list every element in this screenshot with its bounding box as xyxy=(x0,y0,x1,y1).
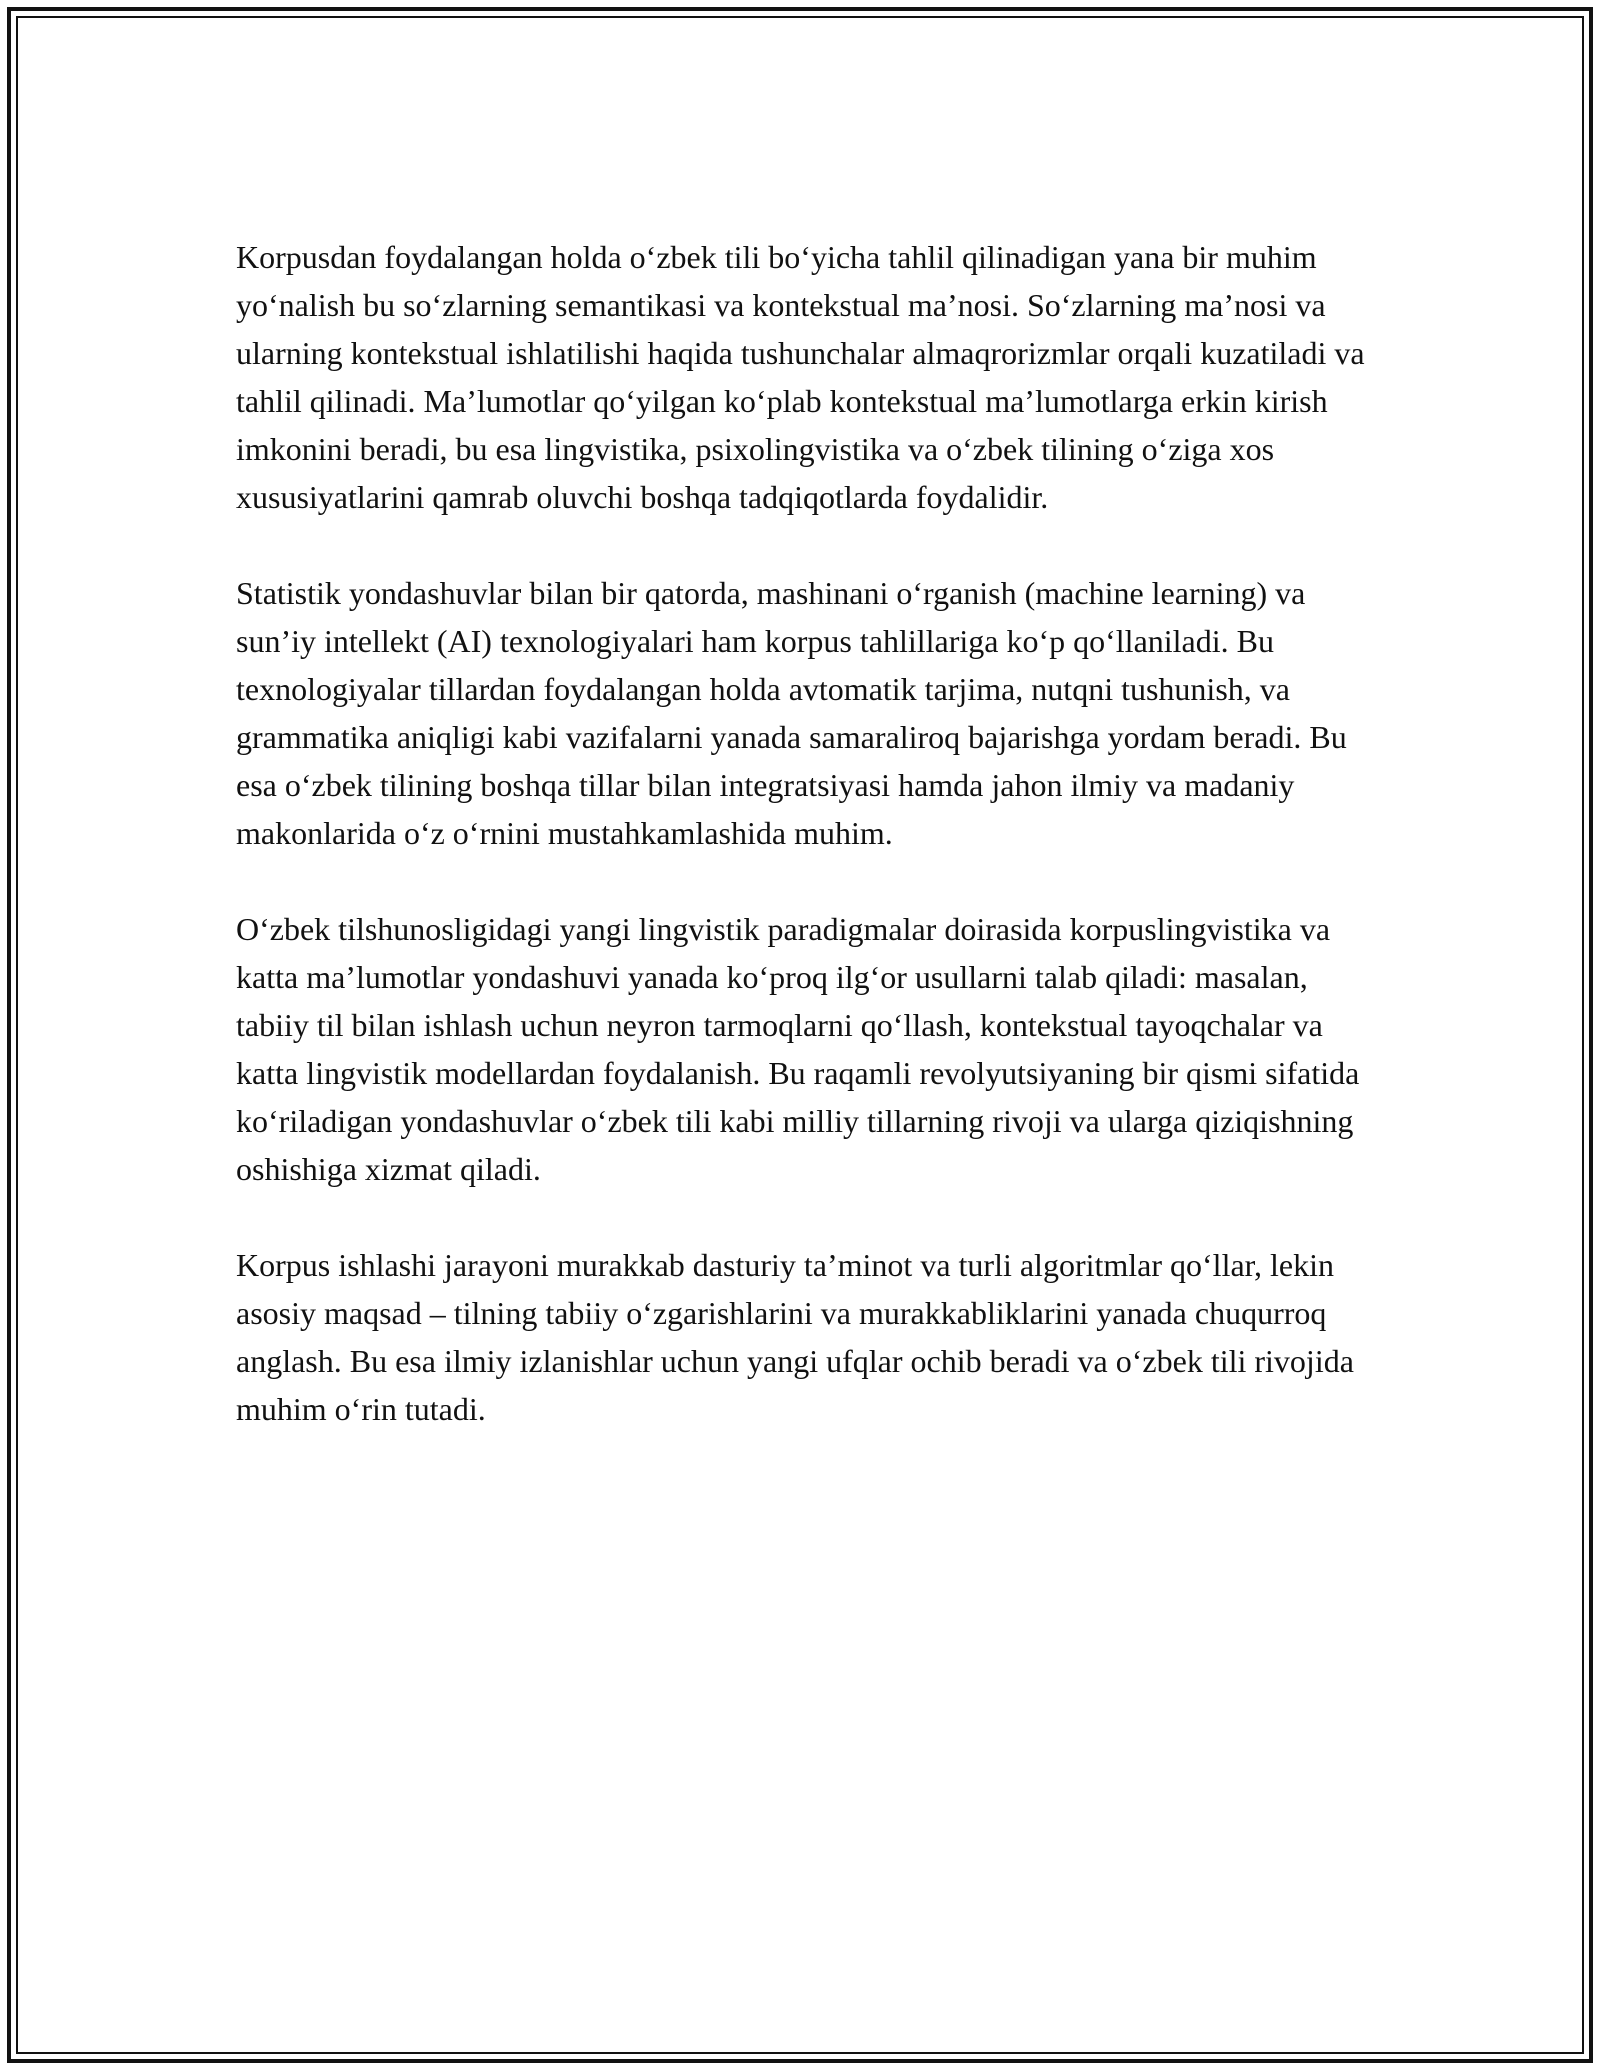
paragraph-1: Korpusdan foydalangan holda o‘zbek tili bo‘yicha tahlil qilinadigan yana bir muhim yo‘nalish bu so‘zlarning semantikasi va kontekstual ma’nosi. So‘zlarning ma’nosi va ularning kontekstual ishlatilishi haqida tushunchalar almaqrorizmlar orqali kuzatiladi va tahlil qilinadi. Ma’lumotlar qo‘yilgan ko‘plab kontekstual ma’lumotlarga erkin kirish imkonini beradi, bu esa lingvistika, psixolingvistika va o‘zbek tilining o‘ziga xos xususiyatlarini qamrab oluvchi boshqa tadqiqotlarda foydalidir. xyxy=(236,239,1365,515)
paragraph-2: Statistik yondashuvlar bilan bir qatorda, mashinani o‘rganish (machine learning) va sun’iy intellekt (AI) texnologiyalari ham korpus tahlillariga ko‘p qo‘llaniladi. Bu texnologiyalar tillardan foydalangan holda avtomatik tarjima, nutqni tushunish, va grammatika aniqligi kabi vazifalarni yanada samaraliroq bajarishga yordam beradi. Bu esa o‘zbek tilining boshqa tillar bilan integratsiyasi hamda jahon ilmiy va madaniy makonlarida o‘z o‘rnini mustahkamlashida muhim. xyxy=(236,575,1347,851)
paragraph-3: O‘zbek tilshunosligidagi yangi lingvistik paradigmalar doirasida korpuslingvistika va katta ma’lumotlar yondashuvi yanada ko‘proq ilg‘or usullarni talab qiladi: masalan, tabiiy til bilan ishlash uchun neyron tarmoqlarni qo‘llash, kontekstual tayoqchalar va katta lingvistik modellardan foydalanish. Bu raqamli revolyutsiyaning bir qismi sifatida ko‘riladigan yondashuvlar o‘zbek tili kabi milliy tillarning rivoji va ularga qiziqishning oshishiga xizmat qiladi. xyxy=(236,911,1360,1187)
paragraph-4: Korpus ishlashi jarayoni murakkab dasturiy ta’minot va turli algoritmlar qo‘llar, lekin asosiy maqsad – tilning tabiiy o‘zgarishlarini va murakkabliklarini yanada chuqurroq anglash. Bu esa ilmiy izlanishlar uchun yangi ufqlar ochib beradi va o‘zbek tili rivojida muhim o‘rin tutadi. xyxy=(236,1247,1354,1427)
document-body xyxy=(236,233,1386,1433)
